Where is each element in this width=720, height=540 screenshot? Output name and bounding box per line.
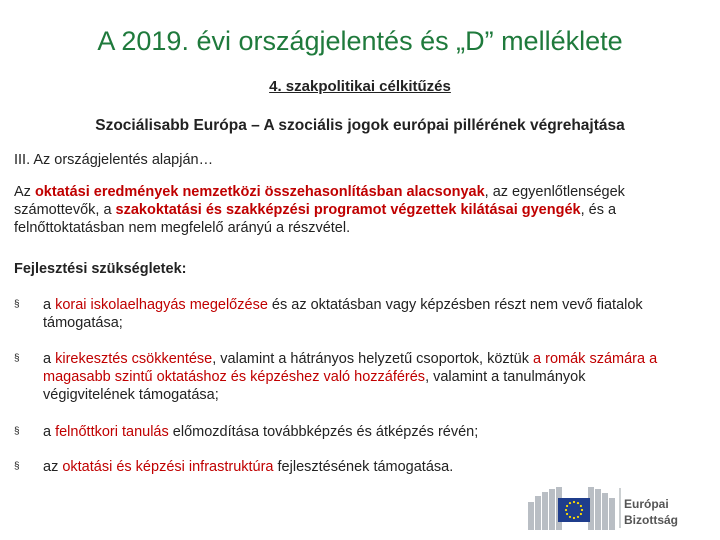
intro-paragraph [14,183,694,237]
eu-star-icon [566,513,568,515]
bullet-highlight: felnőttkori tanulás [55,424,169,440]
section-heading: Szociálisabb Európa – A szociális jogok európai pillérének végrehajtása [95,117,625,134]
bullet-text [43,458,663,476]
eu-star-icon [580,513,582,515]
bullet-marker: § [14,299,20,310]
bullet-text-part: a [43,351,56,367]
bullet-text-part: a [43,297,56,313]
bullet-highlight: korai iskolaelhagyás megelőzése [55,297,268,313]
eu-star-icon [569,502,571,504]
bullet-text-part: és az oktatásban vagy képzésben részt nem vevő fiatalok támogatása; [43,297,643,331]
eu-star-icon [569,516,571,518]
european-commission-logo [528,484,708,532]
eu-star-icon [577,516,579,518]
bullet-highlight: oktatási és képzési infrastruktúra [62,459,274,475]
bullet-text-part: , valamint a hátrányos helyzetű csoportok, köztük [212,351,534,367]
eu-star-icon [573,517,575,519]
para-highlight: oktatási eredmények nemzetközi összehasonlításban alacsonyak [34,184,485,200]
logo-line-1: Európai [624,497,669,511]
bullet-text-part: előmozdítása továbbképzés és átképzés révén; [168,424,479,440]
bullet-text [43,296,663,332]
eu-star-icon [565,509,567,511]
needs-heading: Fejlesztési szükségletek: [14,261,187,277]
bullet-text-part: az [43,459,63,475]
eu-star-icon [573,501,575,503]
bullet-marker: § [14,353,20,364]
bullet-text-part: , valamint a tanulmányok végigvitelének támogatása; [43,369,586,403]
bullet-text [43,423,663,441]
page-title: A 2019. évi országjelentés és „D” melléklete [97,26,623,56]
para-text: , és a felnőttoktatásban nem megfelelő arányú a részvétel. [14,202,617,236]
bullet-marker: § [14,426,20,437]
para-highlight: szakoktatási és szakképzési programot végzettek kilátásai gyengék [115,202,581,218]
bullet-highlight: a romák számára a magasabb szintű oktatáshoz és képzéshez való hozzáférés [43,351,658,385]
subtitle: 4. szakpolitikai célkitűzés [269,78,451,95]
eu-star-icon [581,509,583,511]
logo-text [624,496,678,528]
eu-star-icon [580,505,582,507]
eu-star-icon [566,505,568,507]
bullet-highlight: kirekesztés csökkentése [55,351,213,367]
bullet-text-part: fejlesztésének támogatása. [273,459,454,475]
eu-star-icon [577,502,579,504]
para-text: Az [14,184,35,200]
para-text: , az egyenlőtlenségek számottevők, a [14,184,625,218]
bullet-marker: § [14,461,20,472]
bullet-text-part: a [43,424,56,440]
logo-line-2: Bizottság [624,513,678,527]
section-label: III. Az országjelentés alapján… [14,152,214,168]
bullet-text [43,350,663,404]
